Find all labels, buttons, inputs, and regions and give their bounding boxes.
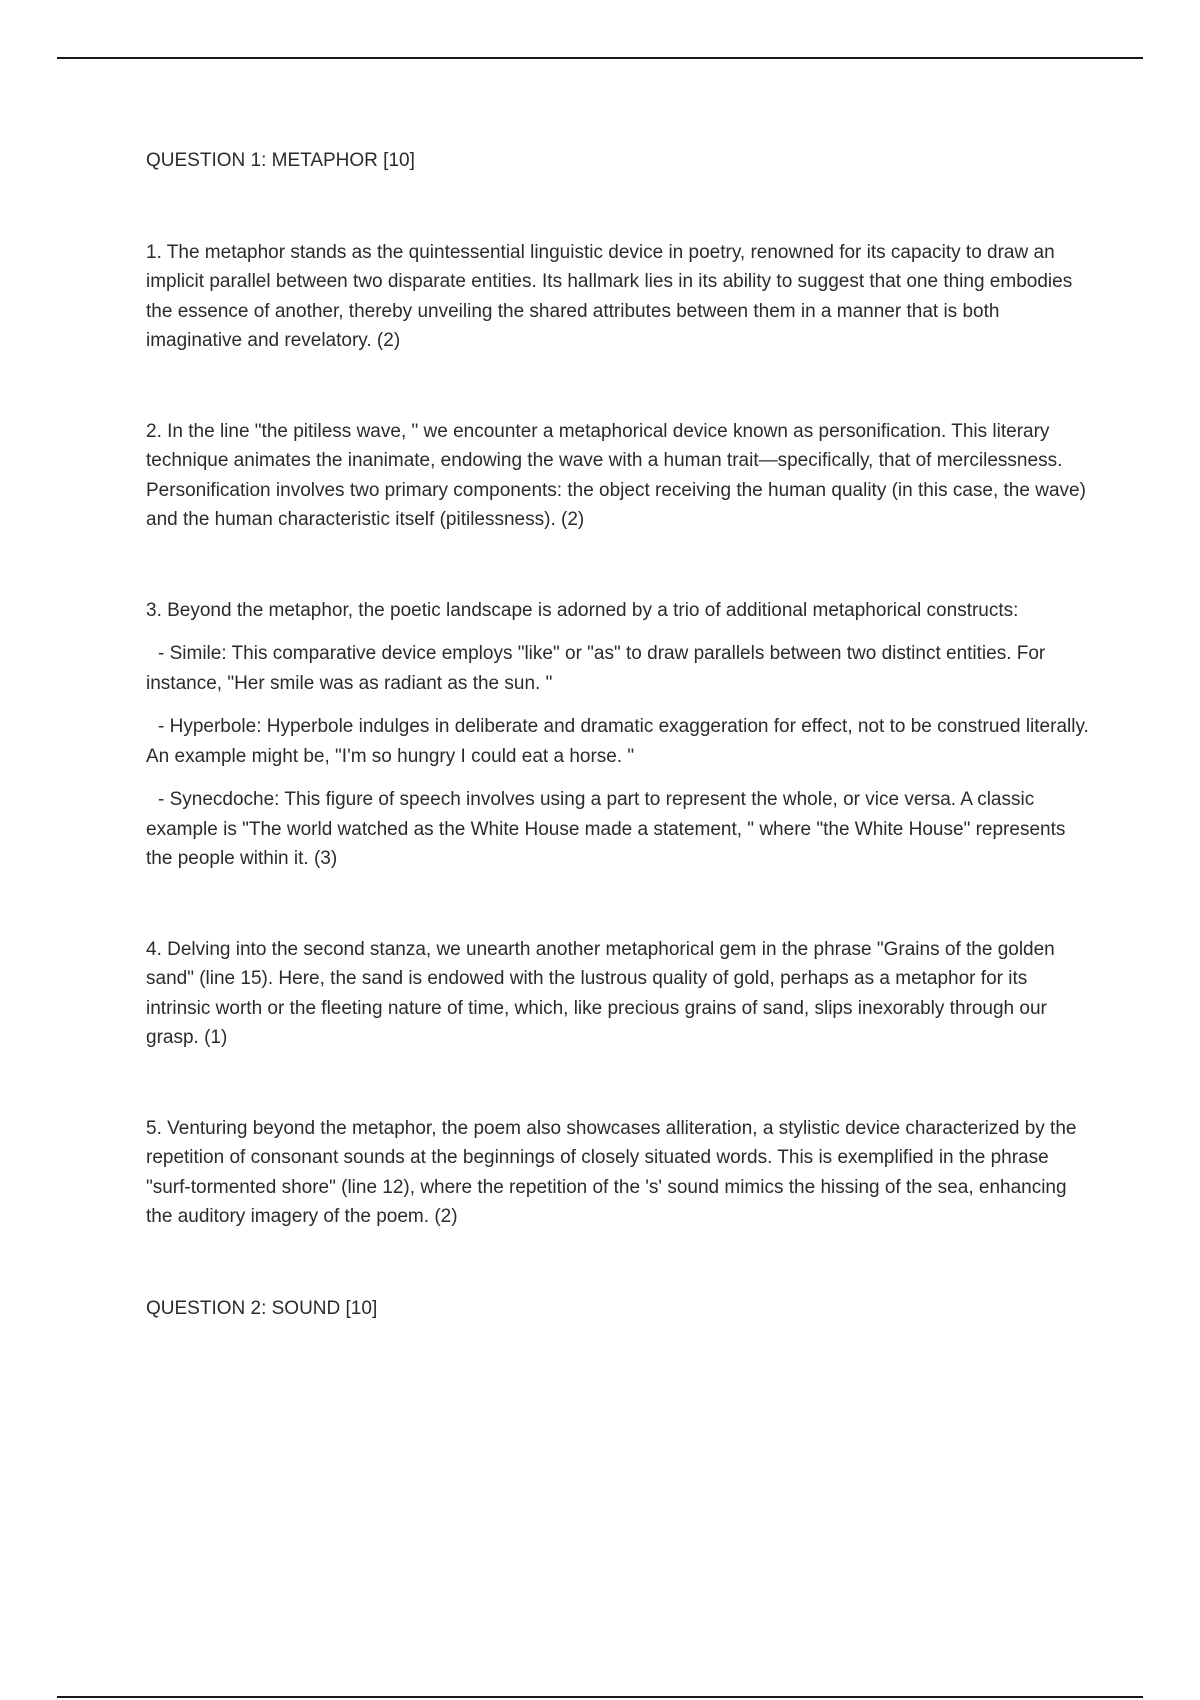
simile-bullet: - Simile: This comparative device employs "like" or "as" to draw parallels between two distinct entities. For instance, "Her smile was as radiant as the sun. " [146, 643, 1046, 694]
answer-item-2: 2. In the line "the pitiless wave, " we encounter a metaphorical device known as personification. This literary technique animates the inanimate, endowing the wave with a human trait—specifically, that of mercilessness. Personification involves two primary components: the object receiving the human quality (in this case, the wave) and the human characteristic itself (pitilessness). (2) [146, 420, 1086, 530]
question-2-heading: QUESTION 2: SOUND [10] [146, 1297, 378, 1319]
answer-item-1: 1. The metaphor stands as the quintessential linguistic device in poetry, renowned for its capacity to draw an implicit parallel between two disparate entities. Its hallmark lies in its ability to suggest that one thing embodies the essence of another, thereby unveiling the shared attributes between them in a manner that is both imaginative and revelatory. (2) [146, 241, 1073, 351]
synecdoche-bullet: - Synecdoche: This figure of speech involves using a part to represent the whole, or vice versa. A classic example is "The world watched as the White House made a statement, " where "the White House" represents the people within it. (3) [146, 789, 1066, 869]
answer-item-3-intro: 3. Beyond the metaphor, the poetic landscape is adorned by a trio of additional metaphorical constructs: [146, 599, 1019, 621]
answer-item-4: 4. Delving into the second stanza, we unearth another metaphorical gem in the phrase "Grains of the golden sand" (line 15). Here, the sand is endowed with the lustrous quality of gold, perhaps as a metaphor for its intrinsic worth or the fleeting nature of time, which, like precious grains of sand, slips inexorably through our grasp. (1) [146, 938, 1055, 1048]
bottom-rule [57, 1696, 1143, 1698]
document-body [146, 146, 1092, 1323]
answer-item-5: 5. Venturing beyond the metaphor, the poem also showcases alliteration, a stylistic device characterized by the repetition of consonant sounds at the beginnings of closely situated words. This is exemplified in the phrase "surf-tormented shore" (line 12), where the repetition of the 's' sound mimics the hissing of the sea, enhancing the auditory imagery of the poem. (2) [146, 1117, 1077, 1227]
hyperbole-bullet: - Hyperbole: Hyperbole indulges in deliberate and dramatic exaggeration for effect, not to be construed literally. An example might be, "I'm so hungry I could eat a horse. " [146, 716, 1089, 767]
top-rule [57, 57, 1143, 59]
question-1-heading: QUESTION 1: METAPHOR [10] [146, 150, 415, 171]
